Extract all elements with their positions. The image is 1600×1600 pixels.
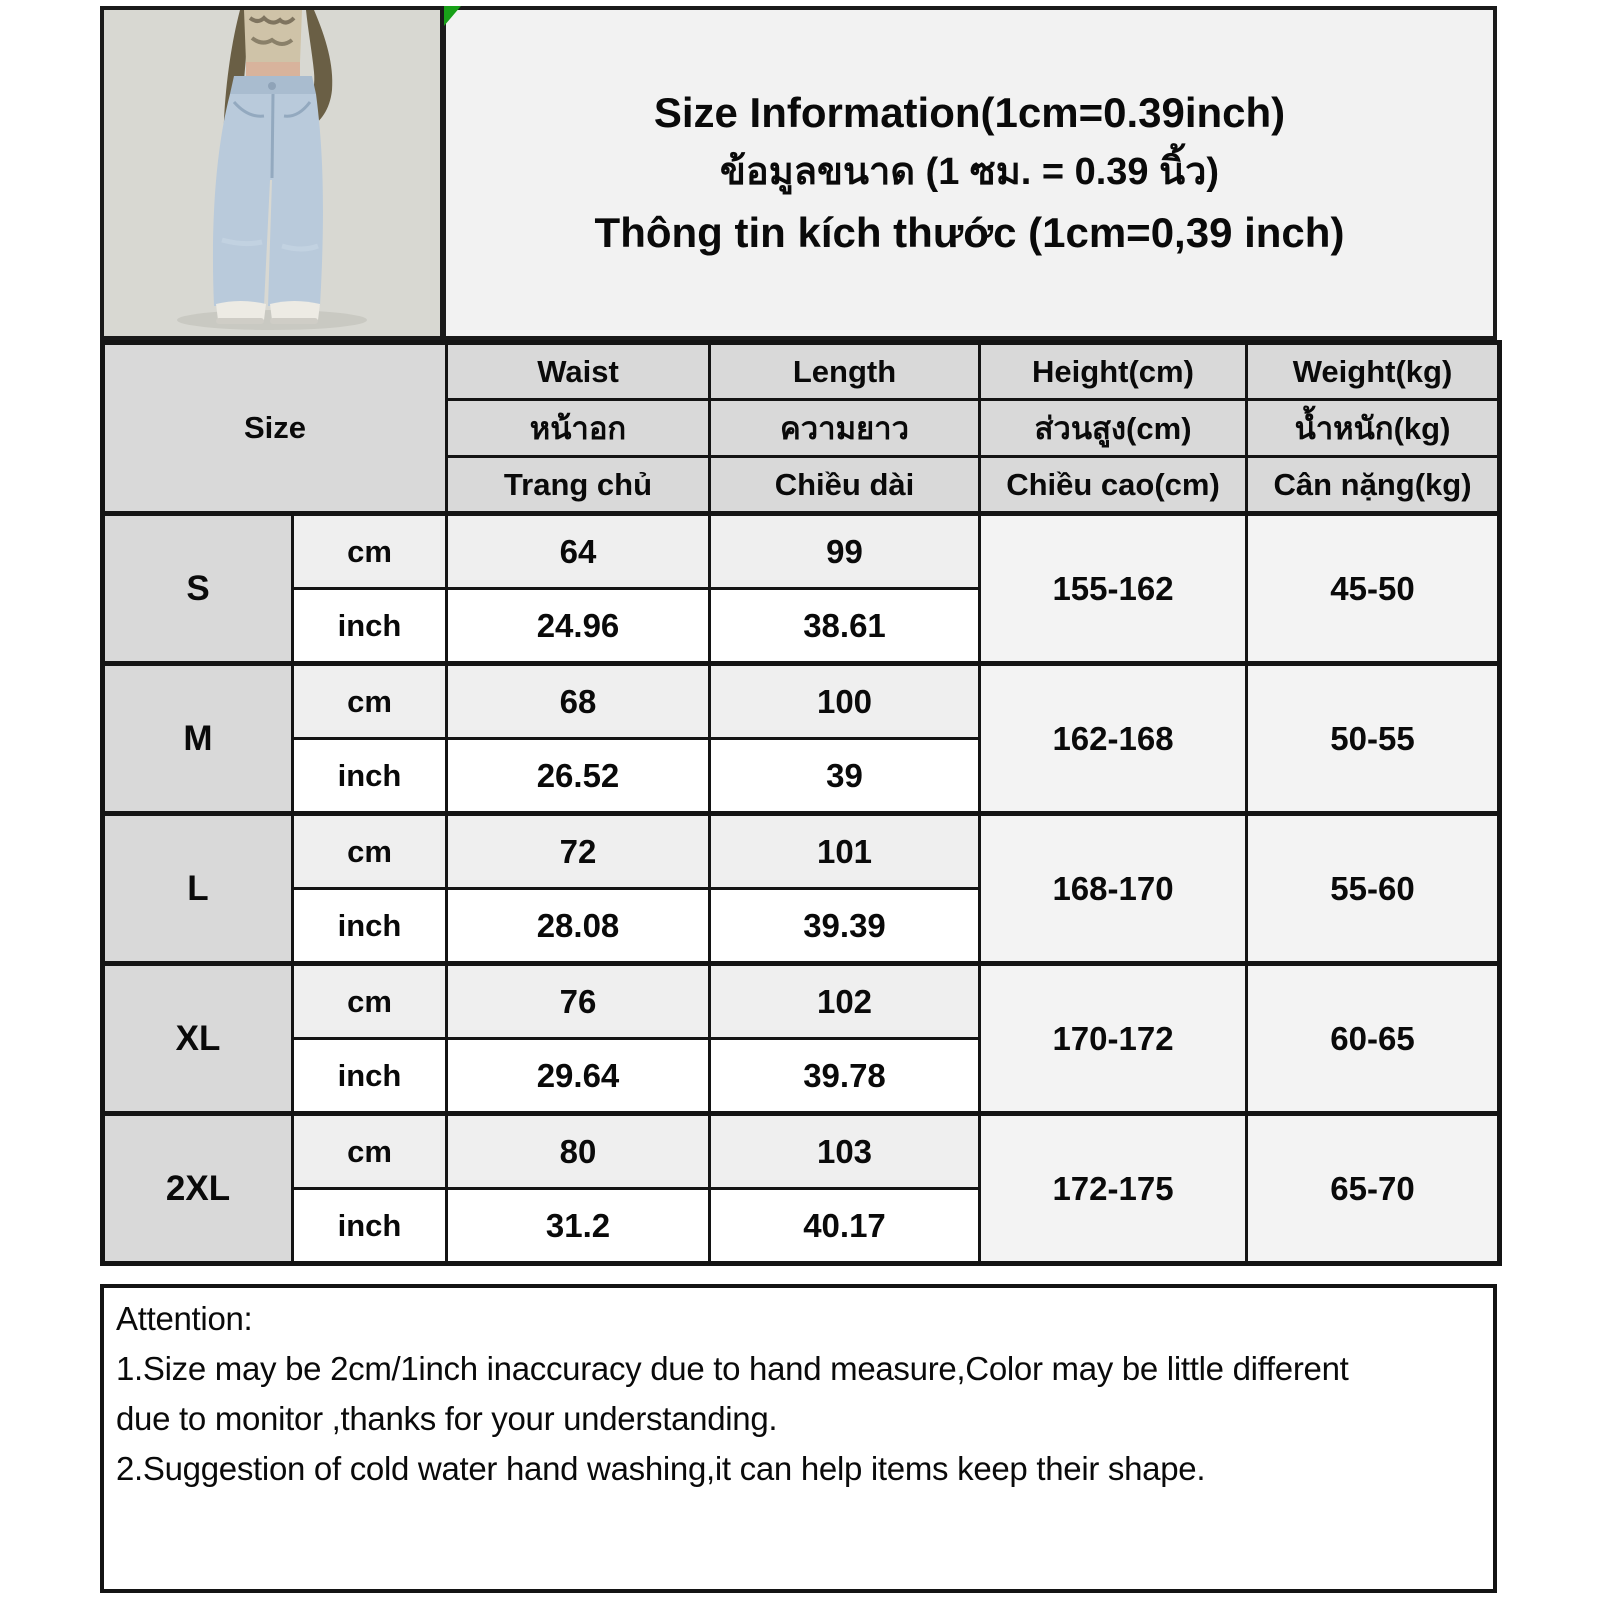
table-row-s-cm [103,514,1500,589]
waist-header-vi: Trang chủ [447,457,710,514]
table-row-xl-cm [103,964,1500,1039]
waist-cm-value: 64 [447,514,710,589]
length-cm-value: 102 [710,964,980,1039]
attention-note-2: 2.Suggestion of cold water hand washing,it can help items keep their shape. [116,1450,1206,1488]
waist-header-en: Waist [447,343,710,400]
weight-header-th: น้ำหนัก(kg) [1247,400,1500,457]
length-cm-value: 99 [710,514,980,589]
table-row-2xl-cm [103,1114,1500,1189]
height-range-value: 170-172 [980,964,1247,1114]
waist-inch-value: 29.64 [447,1039,710,1114]
unit-inch-label: inch [293,1039,447,1114]
length-inch-value: 40.17 [710,1189,980,1264]
length-header-vi: Chiều dài [710,457,980,514]
table-row-m-cm [103,664,1500,739]
size-information-title [443,6,1497,340]
header-row-english [103,343,1500,400]
unit-inch-label: inch [293,739,447,814]
attention-notes [100,1284,1497,1593]
size-value: 2XL [103,1114,293,1264]
unit-cm-label: cm [293,664,447,739]
green-corner-flag-icon [444,6,461,26]
weight-header-vi: Cân nặng(kg) [1247,457,1500,514]
height-range-value: 155-162 [980,514,1247,664]
unit-cm-label: cm [293,964,447,1039]
waist-inch-value: 26.52 [447,739,710,814]
weight-range-value: 45-50 [1247,514,1500,664]
weight-range-value: 65-70 [1247,1114,1500,1264]
size-value: S [103,514,293,664]
height-header-vi: Chiều cao(cm) [980,457,1247,514]
unit-inch-label: inch [293,1189,447,1264]
waist-header-th: หน้าอก [447,400,710,457]
title-english: Size Information(1cm=0.39inch) [653,89,1286,137]
attention-note-1b: due to monitor ,thanks for your understanding. [116,1400,778,1438]
size-value: M [103,664,293,814]
waist-cm-value: 76 [447,964,710,1039]
length-inch-value: 38.61 [710,589,980,664]
size-value: L [103,814,293,964]
height-range-value: 168-170 [980,814,1247,964]
length-cm-value: 103 [710,1114,980,1189]
size-table [100,340,1502,1266]
title-thai: ข้อมูลขนาด (1 ซม. = 0.39 นิ้ว) [719,151,1220,194]
table-row-l-cm [103,814,1500,889]
height-range-value: 162-168 [980,664,1247,814]
length-inch-value: 39.39 [710,889,980,964]
weight-range-value: 50-55 [1247,664,1500,814]
unit-cm-label: cm [293,814,447,889]
weight-range-value: 60-65 [1247,964,1500,1114]
unit-cm-label: cm [293,514,447,589]
length-cm-value: 100 [710,664,980,739]
waist-inch-value: 31.2 [447,1189,710,1264]
attention-note-1a: 1.Size may be 2cm/1inch inaccuracy due to hand measure,Color may be little different [116,1350,1349,1388]
waist-inch-value: 28.08 [447,889,710,964]
product-photo [100,6,444,340]
length-inch-value: 39.78 [710,1039,980,1114]
height-header-en: Height(cm) [980,343,1247,400]
weight-header-en: Weight(kg) [1247,343,1500,400]
weight-range-value: 55-60 [1247,814,1500,964]
height-header-th: ส่วนสูง(cm) [980,400,1247,457]
size-value: XL [103,964,293,1114]
top-section [100,6,1497,340]
length-inch-value: 39 [710,739,980,814]
waist-cm-value: 80 [447,1114,710,1189]
waist-cm-value: 72 [447,814,710,889]
unit-inch-label: inch [293,589,447,664]
length-header-th: ความยาว [710,400,980,457]
size-header: Size [103,343,447,514]
title-vietnamese: Thông tin kích thước (1cm=0,39 inch) [594,208,1345,256]
length-cm-value: 101 [710,814,980,889]
unit-inch-label: inch [293,889,447,964]
unit-cm-label: cm [293,1114,447,1189]
length-header-en: Length [710,343,980,400]
waist-inch-value: 24.96 [447,589,710,664]
attention-title: Attention: [116,1300,253,1337]
waist-cm-value: 68 [447,664,710,739]
jeans-model-illustration [104,10,440,336]
height-range-value: 172-175 [980,1114,1247,1264]
